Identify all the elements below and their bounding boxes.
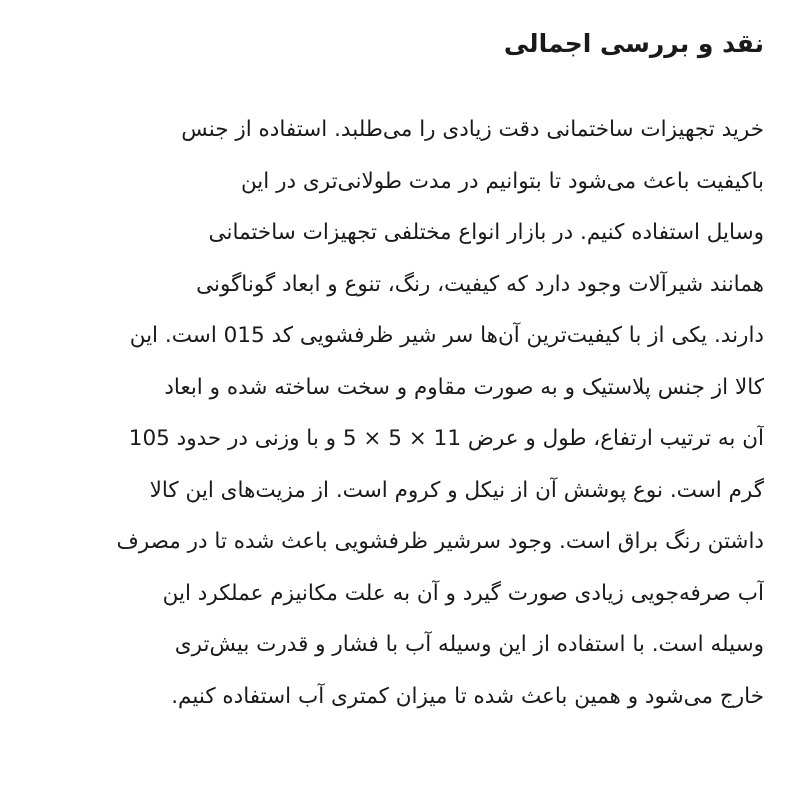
paragraph-line: خارج می‌شود و همین باعث شده تا میزان کمتری آب استفاده کنیم. bbox=[171, 683, 764, 709]
paragraph-line: وسیله است. با استفاده از این وسیله آب با فشار و قدرت بیش‌تری bbox=[174, 632, 764, 657]
paragraph-line: آن به ترتیب ارتفاع، طول و عرض 11 × 5 × 5 و با وزنی در حدود 105 bbox=[128, 426, 764, 451]
paragraph-line: همانند شیرآلات وجود دارد که کیفیت، رنگ، تنوع و ابعاد گوناگونی bbox=[196, 271, 764, 297]
review-paragraph bbox=[36, 104, 764, 722]
paragraph-line: خرید تجهیزات ساختمانی دقت زیادی را می‌طلبد. استفاده از جنس bbox=[181, 117, 764, 142]
paragraph-line: وسایل استفاده کنیم. در بازار انواع مختلفی تجهیزات ساختمانی bbox=[208, 220, 764, 245]
paragraph-line: دارند. یکی از با کیفیت‌ترین آن‌ها سر شیر ظرفشویی کد 015 است. این bbox=[129, 323, 764, 348]
section-title: نقد و بررسی اجمالی bbox=[503, 29, 764, 58]
paragraph-line: باکیفیت باعث می‌شود تا بتوانیم در مدت طولانی‌تری در این bbox=[240, 168, 764, 194]
paragraph-line: گرم است. نوع پوشش آن از نیکل و کروم است. از مزیت‌های این کالا bbox=[149, 477, 764, 503]
paragraph-line: آب صرفه‌جویی زیادی صورت گیرد و آن به علت مکانیزم عملکرد این bbox=[162, 580, 764, 606]
paragraph-line: کالا از جنس پلاستیک و به صورت مقاوم و سخت ساخته شده و ابعاد bbox=[164, 374, 764, 400]
paragraph-line: داشتن رنگ براق است. وجود سرشیر ظرفشویی باعث شده تا در مصرف bbox=[116, 529, 764, 554]
